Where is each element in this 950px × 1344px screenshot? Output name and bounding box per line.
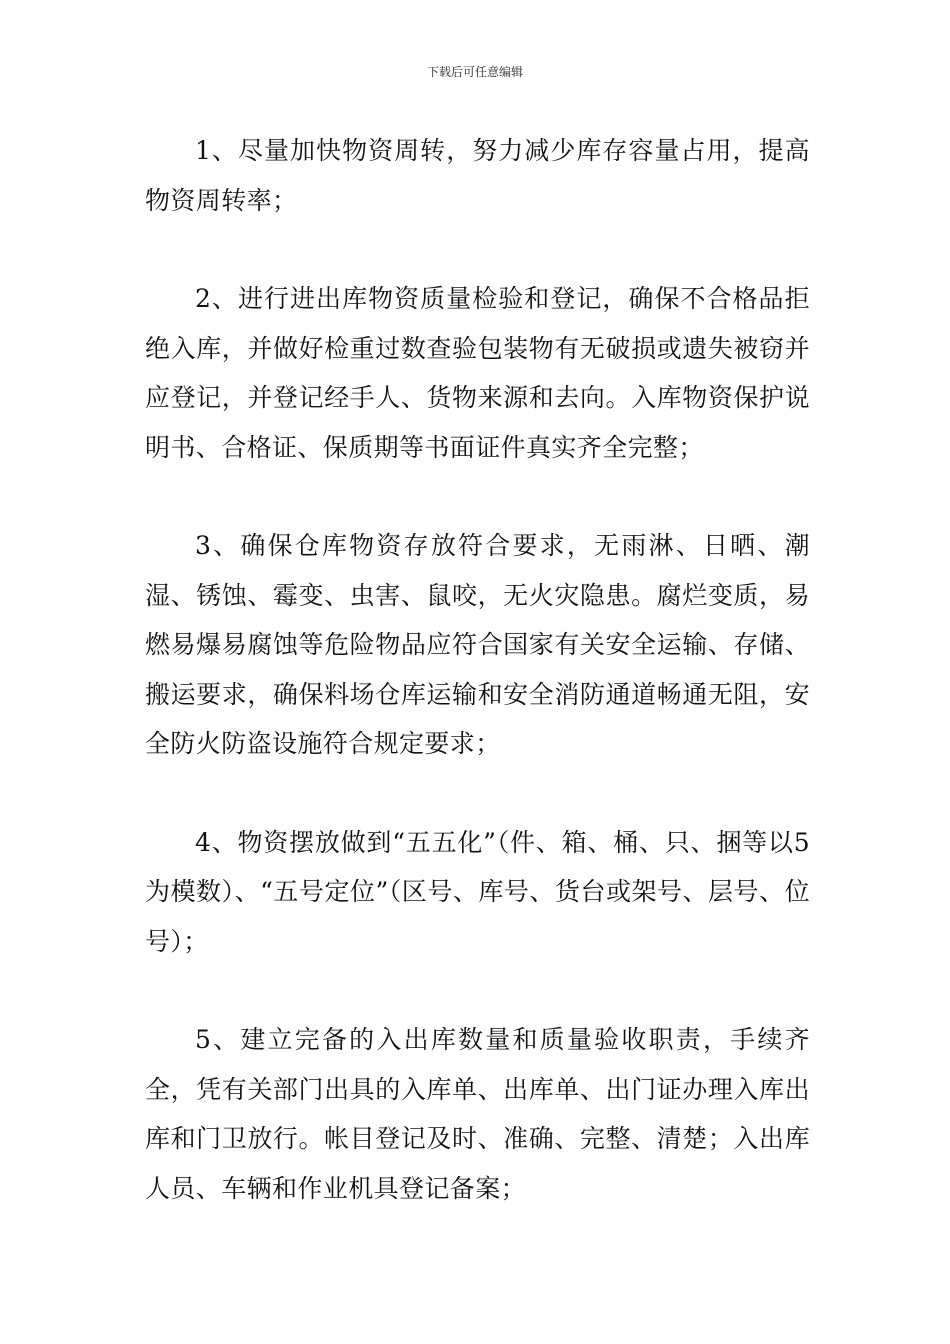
document-body bbox=[145, 126, 810, 1262]
paragraph-5: 5、建立完备的入出库数量和质量验收职责，手续齐全，凭有关部门出具的入库单、出库单、出门证办理入库出库和门卫放行。帐目登记及时、准确、完整、清楚；入出库人员、车辆和作业机具登记备案； bbox=[145, 1025, 810, 1203]
paragraph-1: 1、尽量加快物资周转，努力减少库存容量占用，提高物资周转率； bbox=[145, 136, 810, 215]
paragraph-2: 2、进行进出库物资质量检验和登记，确保不合格品拒绝入库，并做好检重过数查验包装物有无破损或遗失被窃并应登记，并登记经手人、货物来源和去向。入库物资保护说明书、合格证、保质期等书面证件真实齐全完整； bbox=[145, 284, 810, 462]
paragraph-3: 3、确保仓库物资存放符合要求，无雨淋、日晒、潮湿、锈蚀、霉变、虫害、鼠咬，无火灾隐患。腐烂变质，易燃易爆易腐蚀等危险物品应符合国家有关安全运输、存储、搬运要求，确保料场仓库运输和安全消防通道畅通无阻，安全防火防盗设施符合规定要求； bbox=[145, 531, 810, 758]
header-note: 下载后可任意编辑 bbox=[426, 65, 523, 79]
paragraph-4: 4、物资摆放做到“五五化”（件、箱、桶、只、捆等以5为模数）、“五号定位”（区号、库号、货台或架号、层号、位号）； bbox=[145, 827, 810, 956]
